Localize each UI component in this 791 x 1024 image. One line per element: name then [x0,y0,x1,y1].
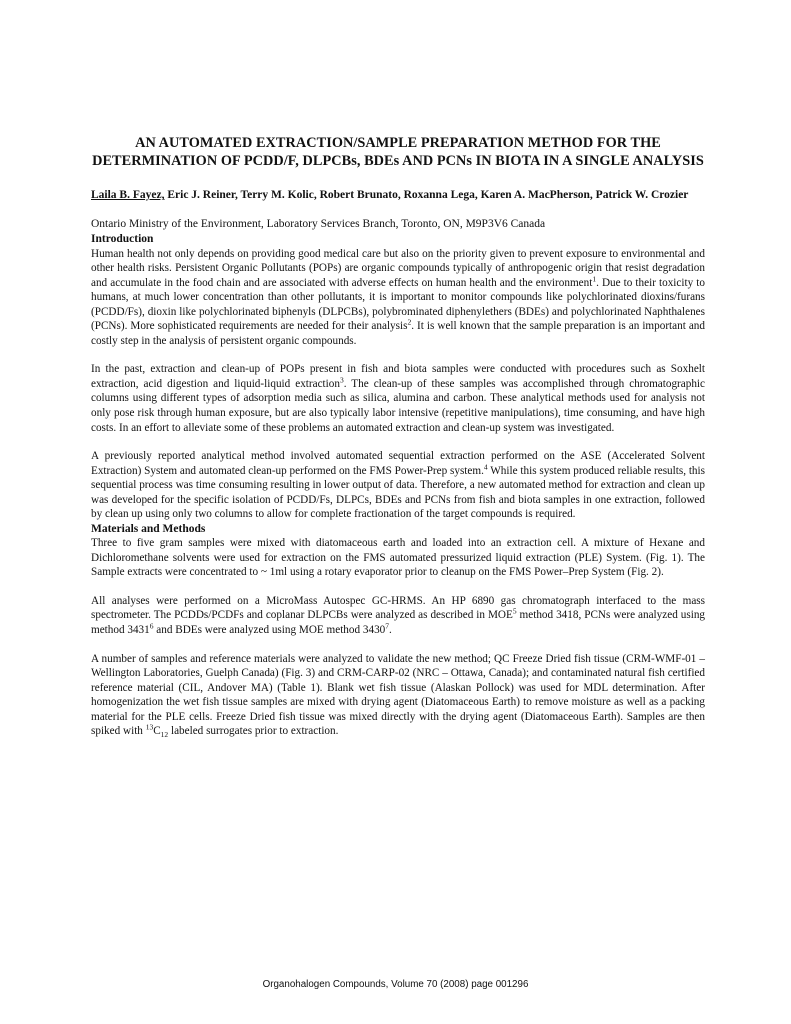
isotope-superscript: 13 [145,722,154,732]
introduction-heading: Introduction [91,233,154,245]
methods-paragraph-1: Three to five gram samples were mixed with diatomaceous earth and loaded into an extraction cell. A mixture of Hexane and Dichloromethane solvents were used for extraction on the FMS automated pressurized liquid extraction (PLE) System. (Fig. 1). The Sample extracts were concentrated to ~ 1ml using a rotary evaporator prior to cleanup on the FMS Power–Prep System (Fig. 2). [91,537,705,579]
citation-4: 4 [483,461,488,471]
paper-body [91,134,705,739]
affiliation: Ontario Ministry of the Environment, Laboratory Services Branch, Toronto, ON, M9P3V6 Canada [91,218,546,230]
methods-paragraph-3: A number of samples and reference materials were analyzed to validate the new method; QC Freeze Dried fish tissue (CRM-WMF-01 – Wellington Laboratories, Guelph Canada) (Fig. 3) and CRM-CARP-02 (NRC – Ottawa, Canada); and contaminated natural fish certified reference material (CIL, Andover MA) (Table 1). Blank wet fish tissue (Alaskan Pollock) was used for MDL determination. After homogenization the wet fish tissue samples are mixed with drying agent (Diatomaceous Earth) to remove moisture as well as a packing material for the PLE cells. Freeze Dried fish tissue was mixed directly with the drying agent (Diatomaceous Earth). Samples are then spiked with $^{13}C_{12}$ labeled surrogates prior to extraction. [91,652,705,740]
author-list [91,188,705,203]
citation-6: 6 [149,621,154,631]
citation-3: 3 [339,375,344,385]
intro-paragraph-2: In the past, extraction and clean-up of POPs present in fish and biota samples were conducted with procedures such as Soxhelt extraction, acid digestion and liquid-liquid extraction$^3$. The clean-up of these samples was accomplished through chromatographic columns using different types of adsorption media such as silica, alumina and carbon. These analytical methods used for analysis not only pose risk through human exposure, but are also typically labor intensive (repetitive manipulations), time consuming, and have high costs. In an effort to alleviate some of these problems an automated extraction and clean-up system was investigated. [91,363,706,434]
paper-title: AN AUTOMATED EXTRACTION/SAMPLE PREPARATION METHOD FOR THE DETERMINATION OF PCDD/F, DLPCBs, BDEs AND PCNs IN BIOTA IN A SINGLE ANALYSIS [92,135,704,169]
citation-7: 7 [385,621,390,631]
intro-paragraph-1: Human health not only depends on providing good medical care but also on the priority given to prevent exposure to environmental and other health risks. Persistent Organic Pollutants (POPs) are organic compounds typically of anthropogenic origin that resist degradation and accumulate in the food chain and are associated with adverse effects on human health and the environment$^1$. Due to their toxicity to humans, at much lower concentration than other pollutants, it is important to monitor compounds like polychlorinated dioxins/furans (PCDD/Fs), dioxin like polychlorinated biphenyls (DLPCBs), polybrominated diphenylethers (BDEs) and polychlorinated Naphthalenes (PCNs). More sophisticated requirements are needed for their analysis$^2$. It is well known that the sample preparation is an important and costly step in the analysis of persistent organic compounds. [91,247,705,347]
methods-paragraph-2: All analyses were performed on a MicroMass Autospec GC-HRMS. An HP 6890 gas chromatograph interfaced to the mass spectrometer. The PCDDs/PCDFs and coplanar DLPCBs were analyzed as described in MOE$^5$ method 3418, PCNs were analyzed using method 3431$^6$ and BDEs were analyzed using MOE method 3430$^7$. [91,594,706,637]
first-author: Laila B. Fayez, [91,189,165,201]
co-authors: Eric J. Reiner, Terry M. Kolic, Robert Brunato, Roxanna Lega, Karen A. MacPherson, Patrick W. Crozier [164,189,689,201]
citation-5: 5 [512,606,517,616]
methods-heading: Materials and Methods [91,522,206,535]
citation-1: 1 [592,273,597,283]
citation-2: 2 [407,317,412,327]
page-footer: Organohalogen Compounds, Volume 70 (2008) page 001296 [262,979,529,990]
carbon-subscript: 12 [160,730,169,740]
intro-paragraph-3: A previously reported analytical method involved automated sequential extraction performed on the ASE (Accelerated Solvent Extraction) System and automated clean-up performed on the FMS Power-Prep system.$^4$ While this system produced reliable results, this sequential process was time consuming resulting in lower output of data. Therefore, a new automated method for extraction and clean up was developed for the specific isolation of PCDD/Fs, DLPCs, BDEs and PCNs from fish and biota samples in one extraction, followed by clean up using only two columns to allow for complete fractionation of the target compounds is required. [91,450,705,521]
